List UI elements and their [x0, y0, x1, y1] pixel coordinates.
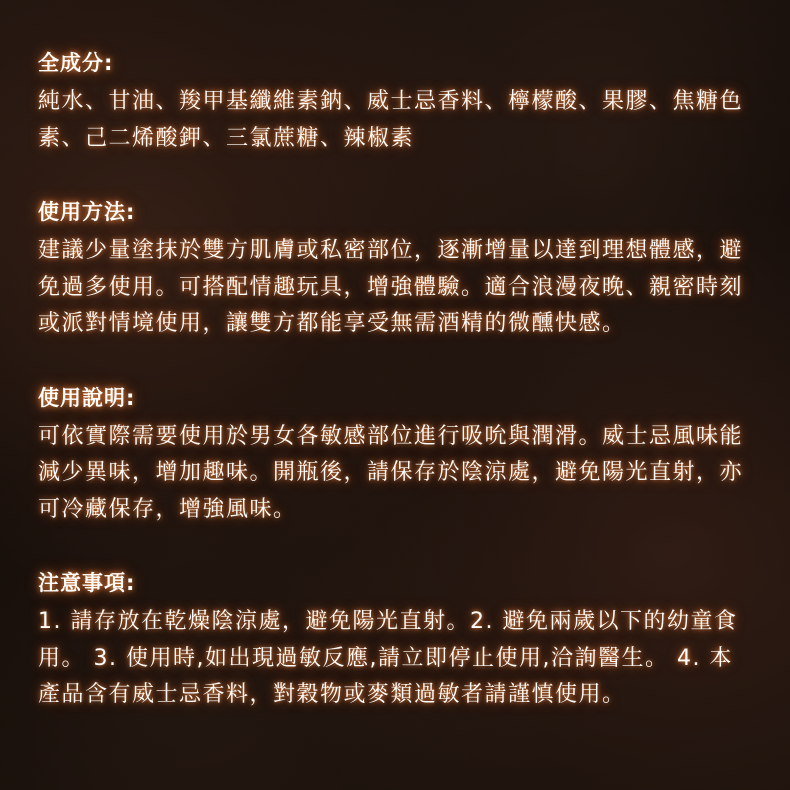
usage-method-section — [38, 195, 752, 343]
usage-instructions-heading: 使用說明: — [38, 385, 136, 410]
ingredients-text: 純水、甘油、羧甲基纖維素鈉、威士忌香料、檸檬酸、果膠、焦糖色素、己二烯酸鉀、三氯蔗糖、辣椒素 — [38, 89, 744, 151]
usage-instructions-section — [38, 381, 752, 529]
precautions-section — [38, 566, 752, 714]
ingredients-heading: 全成分: — [38, 51, 114, 75]
ingredients-section — [38, 46, 752, 157]
usage-instructions-text: 可依實際需要使用於男女各敏感部位進行吸吮與潤滑。威士忌風味能減少異味，增加趣味。開瓶後，請保存於陰涼處，避免陽光直射，亦可冷藏保存，增強風味。 — [38, 423, 744, 522]
usage-method-text: 建議少量塗抹於雙方肌膚或私密部位，逐漸增量以達到理想體感，避免過多使用。可搭配情趣玩具，增強體驗。適合浪漫夜晚、親密時刻或派對情境使用，讓雙方都能享受無需酒精的微醺快感。 — [38, 238, 744, 336]
precautions-heading: 注意事項: — [38, 571, 136, 595]
content-area — [38, 46, 752, 714]
precautions-text: 1. 請存放在乾燥陰涼處，避免陽光直射。2. 避免兩歲以下的幼童食用。 3. 使用時,如出現過敏反應,請立即停止使用,洽詢醫生。 4. 本產品含有威士忌香料，對穀物或麥類過敏者請謹慎使用。 — [38, 609, 738, 707]
usage-method-heading: 使用方法: — [38, 200, 136, 224]
